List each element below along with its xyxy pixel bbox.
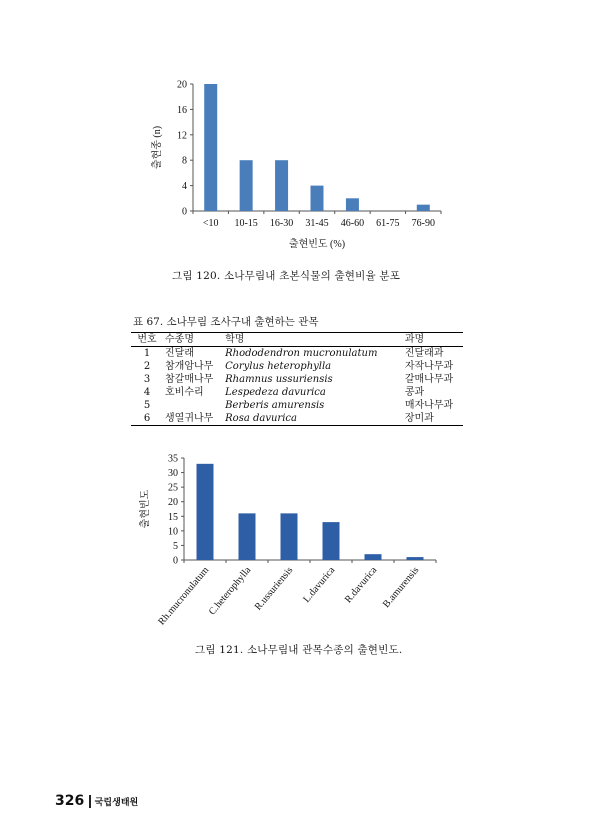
page-footer xyxy=(55,793,138,809)
row-scientific-name: Rhododendron mucronulatum xyxy=(225,348,378,359)
figure-121-caption: 그림 121. 소나무림내 관목수종의 출현빈도. xyxy=(195,644,403,656)
col-header-species: 수종명 xyxy=(165,334,194,345)
row-number: 6 xyxy=(143,413,151,424)
shrub-species-table xyxy=(131,332,463,426)
row-number: 5 xyxy=(143,400,151,411)
table-row xyxy=(131,347,463,361)
y-tick-label: 0 xyxy=(173,555,178,567)
col-header-family: 과명 xyxy=(404,334,425,345)
row-number: 3 xyxy=(143,374,151,385)
y-tick-label: 0 xyxy=(182,206,187,218)
row-family: 장미과 xyxy=(404,413,434,424)
row-scientific-name: Berberis amurensis xyxy=(225,400,325,411)
y-tick-label: 30 xyxy=(168,468,178,480)
x-tick-label: Rh.mucronulatum xyxy=(156,564,212,628)
x-tick-label: <10 xyxy=(202,218,219,229)
y-tick-label: 35 xyxy=(168,453,178,465)
bar xyxy=(239,513,256,560)
shrub-frequency-bar-chart xyxy=(130,448,450,630)
row-scientific-name: Rhamnus ussuriensis xyxy=(225,374,333,385)
row-number: 2 xyxy=(143,361,151,372)
footer-divider xyxy=(89,795,91,808)
row-species: 호비수리 xyxy=(165,387,204,398)
bar xyxy=(281,513,298,560)
organization-name: 국립생태원 xyxy=(94,797,139,808)
bar xyxy=(407,557,424,560)
row-family: 진달래과 xyxy=(404,348,444,359)
table-row xyxy=(131,360,463,373)
row-number: 4 xyxy=(143,387,151,398)
row-species: 참개암나무 xyxy=(165,361,214,372)
row-species xyxy=(163,399,223,412)
col-header-number: 번호 xyxy=(137,334,157,345)
table-row xyxy=(131,386,463,399)
row-species: 진달래 xyxy=(165,348,194,359)
bar xyxy=(417,205,430,211)
y-tick-label: 10 xyxy=(168,526,178,538)
row-scientific-name: Rosa davurica xyxy=(225,413,297,424)
x-tick-label: 76-90 xyxy=(411,218,435,229)
y-axis-title: 출현종 (n) xyxy=(152,125,163,170)
y-tick-label: 8 xyxy=(182,155,187,167)
row-family: 자작나무과 xyxy=(404,361,454,372)
x-tick-label: C.heterophylla xyxy=(206,564,254,618)
bar xyxy=(240,160,253,211)
table-67-title: 표 67. 소나무림 조사구내 출현하는 관목 xyxy=(133,316,319,328)
row-scientific-name: Lespedeza davurica xyxy=(225,387,326,398)
x-tick-label: 61-75 xyxy=(376,218,400,229)
bar xyxy=(365,554,382,560)
row-family: 콩과 xyxy=(404,387,425,398)
row-scientific-name: Corylus heterophylla xyxy=(225,361,332,372)
x-tick-label: 10-15 xyxy=(234,218,258,229)
x-tick-label: B.amurensis xyxy=(380,564,422,611)
x-tick-label: 16-30 xyxy=(269,218,294,229)
figure-121-chart xyxy=(130,448,450,630)
figure-120-chart xyxy=(140,72,450,257)
bar xyxy=(275,160,288,211)
y-tick-label: 12 xyxy=(177,130,187,142)
row-family: 매자나무과 xyxy=(404,400,454,411)
y-tick-label: 20 xyxy=(177,79,187,91)
bar xyxy=(346,198,359,211)
figure-120-caption: 그림 120. 소나무림내 초본식물의 출현비율 분포 xyxy=(172,270,401,282)
x-tick-label: R.davurica xyxy=(342,564,380,606)
col-header-scientific: 학명 xyxy=(225,334,245,345)
x-axis-title: 출현빈도 (%) xyxy=(288,239,346,250)
bar xyxy=(323,522,340,560)
row-number: 1 xyxy=(143,348,151,359)
table-row xyxy=(131,373,463,386)
table-row xyxy=(131,412,463,426)
table-row xyxy=(131,399,463,412)
row-species: 생열귀나무 xyxy=(165,413,214,424)
y-tick-label: 15 xyxy=(168,511,178,523)
y-tick-label: 4 xyxy=(182,181,187,193)
x-tick-label: L.davurica xyxy=(301,564,338,605)
x-tick-label: 46-60 xyxy=(340,218,365,229)
table-header-row xyxy=(131,333,463,347)
x-tick-label: R.ussuriensis xyxy=(252,564,296,613)
row-family: 갈매나무과 xyxy=(404,374,454,385)
y-tick-label: 5 xyxy=(173,540,178,552)
page-number: 326 xyxy=(55,793,85,809)
row-species: 참갈매나무 xyxy=(165,374,214,385)
y-tick-label: 16 xyxy=(177,104,187,116)
y-axis-title: 출현빈도 xyxy=(140,489,151,529)
bar xyxy=(197,464,214,560)
herb-frequency-bar-chart xyxy=(140,72,450,257)
y-tick-label: 20 xyxy=(168,497,178,509)
x-tick-label: 31-45 xyxy=(305,218,329,229)
y-tick-label: 25 xyxy=(168,482,178,494)
bar xyxy=(204,84,217,211)
bar xyxy=(311,186,324,211)
